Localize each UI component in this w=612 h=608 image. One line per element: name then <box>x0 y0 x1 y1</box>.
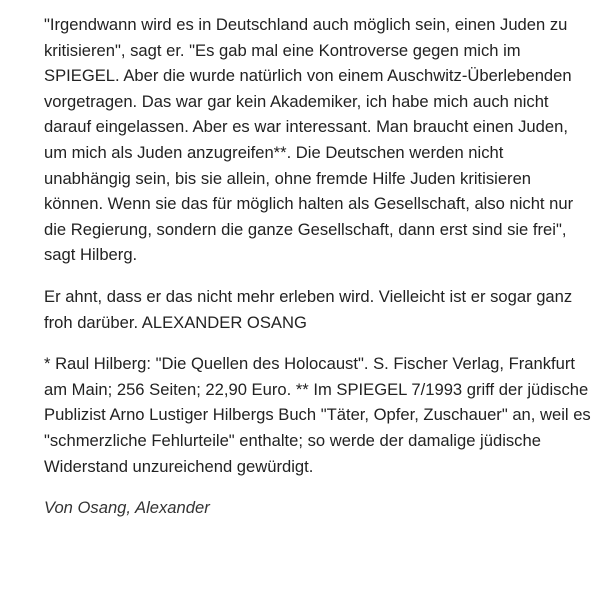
article-author-byline: Von Osang, Alexander <box>44 498 210 518</box>
article-footnotes: * Raul Hilberg: "Die Quellen des Holocaust". S. Fischer Verlag, Frankfurt am Main; 256 Seiten; 22,90 Euro. ** Im SPIEGEL 7/1993 griff der jüdische Publizist Arno Lustiger Hilbergs Buch "Täter, Opfer, Zuschauer" an, weil es "schmerzliche Fehlurteile" enthalte; so werde der damalige jüdische Widerstand unzureichend gewürdigt. <box>44 354 591 476</box>
article-paragraph-quote: "Irgendwann wird es in Deutschland auch möglich sein, einen Juden zu kritisieren", sagt er. "Es gab mal eine Kontroverse gegen mich im SPIEGEL. Aber die wurde natürlich von einem Auschwitz-Überlebenden vorgetragen. Das war gar kein Akademiker, ich habe mich auch nicht darauf eingelassen. Aber es war interessant. Man braucht einen Juden, um mich als Juden anzugreifen**. Die Deutschen werden nicht unabhängig sein, bis sie allein, ohne fremde Hilfe Juden kritisieren können. Wenn sie das für möglich halten als Gesellschaft, also nicht nur die Regierung, sondern die ganze Gesellschaft, dann erst sind sie frei", sagt Hilberg. <box>44 15 574 265</box>
article-body <box>44 12 592 537</box>
article-paragraph-closing: Er ahnt, dass er das nicht mehr erleben wird. Vielleicht ist er sogar ganz froh darüber. ALEXANDER OSANG <box>44 286 573 332</box>
